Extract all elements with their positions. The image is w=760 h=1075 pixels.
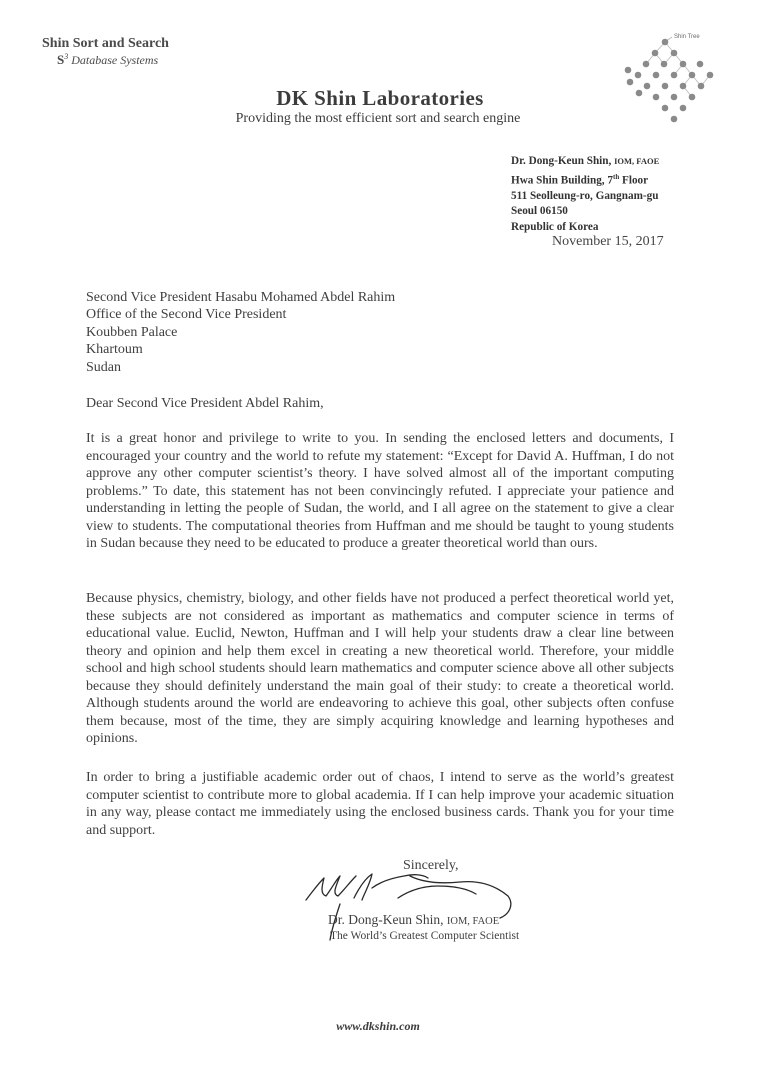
logo-label: Shin Tree [674, 34, 700, 40]
sender-floor: Floor [619, 174, 649, 187]
body-paragraph: In order to bring a justifiable academic order out of chaos, I intend to serve as the world’s greatest computer scientist to contribute more to global academia. If I can help improve your academic situation in any way, please contact me immediately using the enclosed business cards. Thank you for your time and support. [86, 770, 674, 838]
salutation: Dear Second Vice President Abdel Rahim, [86, 396, 324, 411]
recipient-line: Khartoum [86, 342, 143, 358]
sender-city: Seoul 06150 [511, 205, 568, 218]
recipient-line: Koubben Palace [86, 324, 178, 340]
s3-superscript: 3 [64, 52, 69, 61]
recipient-line: Sudan [86, 359, 121, 375]
body-paragraph: Because physics, chemistry, biology, and other fields have not produced a perfect theoretical world yet, these subjects are not considered as important as mathematics and computer science in terms of educational value. Euclid, Newton, Huffman and I will help your students draw a clear line between theory and opinion and help them excel in creating a new theoretical world. Therefore, your middle school and high school students should learn mathematics and computer science above all other subjects because they should definitely understand the main goal of their study: to create a theoretical world. Although students around the world are endeavoring to achieve this goal, other subjects often confuse them because, most of the time, they are simply acquiring knowledge and learning hypotheses and opinions. [86, 591, 674, 747]
recipient-line: Second Vice President Hasabu Mohamed Abdel Rahim [86, 290, 396, 305]
sender-address [511, 154, 659, 235]
letter-date: November 15, 2017 [552, 234, 664, 249]
body-paragraph: It is a great honor and privilege to write to you. In sending the enclosed letters and documents, I encouraged your country and the world to refute my statement: “Except for David A. Huffman, I do not approve any other computer scientist’s theory. I have solved almost all of the important computing problems.” To date, this statement has not been convincingly refuted. I appreciate your patience and understanding in letting the people of Sudan, the world, and I all agree on the statement to give a clear view to students. The computational theories from Huffman and me should be taught to young students in Sudan because they need to be educated to produce a greater theoretical world than ours. [86, 431, 674, 552]
sender-name-line [511, 154, 659, 170]
signer-name-line [328, 912, 499, 928]
sender-credentials: IOM, FAOE [614, 156, 660, 166]
valediction: Sincerely, [403, 858, 459, 873]
recipient-address [86, 289, 395, 376]
sender-country: Republic of Korea [511, 220, 599, 233]
company-subtitle-text: Database Systems [71, 53, 159, 67]
sender-name: Dr. Dong-Keun Shin, [511, 155, 612, 167]
sender-street: 511 Seolleung-ro, Gangnam-gu [511, 189, 659, 202]
signer-name: Dr. Dong-Keun Shin, [328, 912, 444, 927]
company-name: Shin Sort and Search [42, 36, 169, 51]
sender-floor-superscript: th [612, 172, 620, 181]
company-subtitle [57, 52, 158, 68]
tagline: Providing the most efficient sort and search engine [235, 111, 521, 126]
website-link[interactable]: www.dkshin.com [336, 1019, 420, 1033]
sender-building: Hwa Shin Building, 7 [511, 174, 613, 187]
s3-mark: S [57, 52, 65, 67]
sender-building-line [511, 170, 659, 189]
recipient-line: Office of the Second Vice President [86, 307, 287, 323]
lab-name: DK Shin Laboratories [276, 86, 484, 110]
signer-title: The World’s Greatest Computer Scientist [330, 930, 520, 942]
signer-credentials: IOM, FAOE [446, 916, 500, 927]
